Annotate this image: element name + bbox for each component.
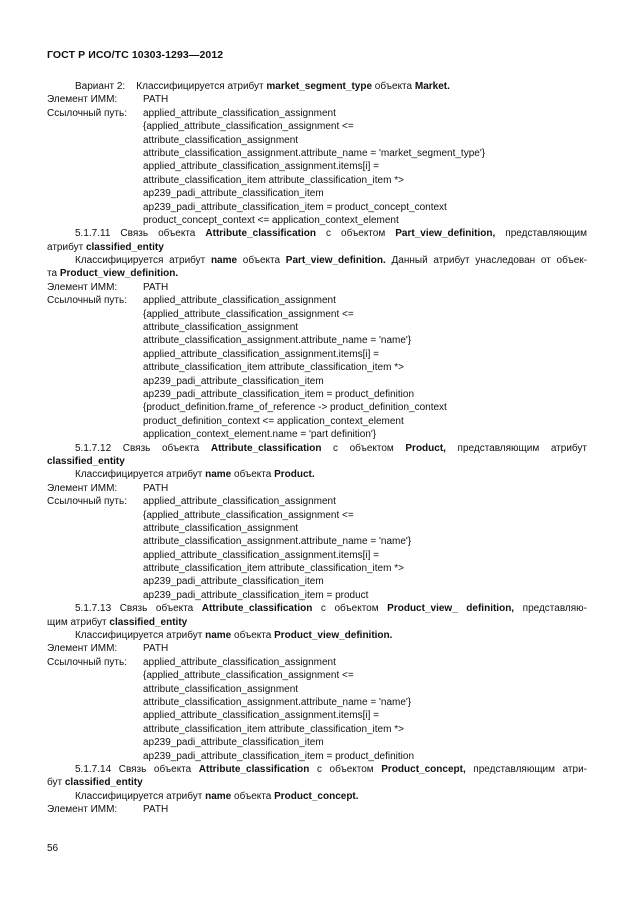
path-label: Ссылочный путь: [47,656,127,668]
path-text: attribute_classification_assignment [143,522,299,534]
element-label: Элемент ИММ: [47,94,118,106]
path-text: ap239_padi_attribute_classification_item [143,737,324,749]
path-text: product_definition_context <= application_context_element [143,415,404,427]
path-line [47,495,587,508]
text: 5.1.7.12 Связь объекта [75,442,211,454]
path-text: applied_attribute_classification_assignment.items[i] = [143,348,379,360]
path-line [47,214,587,227]
path-text: applied_attribute_classification_assignment [143,656,336,668]
text: Данный атрибут унаследован от объек- [385,255,587,267]
path-text: {applied_attribute_classification_assignment <= [143,509,354,521]
bold-text: name [205,790,232,802]
path-line [47,294,587,307]
path-line [47,134,587,147]
text: Классифицируется атрибут [75,255,211,267]
text: объекта [231,630,275,642]
bold-text: Attribute_classification [205,228,316,240]
path-text: attribute_classification_item attribute_classification_item *> [143,563,404,575]
path-text: applied_attribute_classification_assignment.items[i] = [143,161,379,173]
path-line [47,709,587,722]
path-line [47,535,587,548]
bold-text: Attribute_classification [198,763,310,775]
bold-text: Part_view_definition, [395,228,496,240]
path-label: Ссылочный путь: [47,107,127,119]
classification-paragraph-cont [47,267,587,280]
path-label: Ссылочный путь: [47,496,127,508]
path-text: attribute_classification_item attribute_classification_item *> [143,723,404,735]
element-line [47,281,587,294]
path-line [47,522,587,535]
text: Классифицируется атрибут [75,630,206,642]
section-heading-cont [47,776,587,789]
bold-text: Product_view_definition. [274,630,393,642]
path-line [47,415,587,428]
path-text: applied_attribute_classification_assignment.items[i] = [143,549,379,561]
path-text: applied_attribute_classification_assignment.items[i] = [143,710,379,722]
path-line [47,174,587,187]
text: 5.1.7.13 Связь объекта [75,603,202,615]
path-text: attribute_classification_item attribute_classification_item *> [143,362,404,374]
variant-2-paragraph [47,80,587,93]
path-line [47,669,587,682]
text: объекта [372,81,415,92]
text: с объектом [321,442,406,454]
bold-text: market_segment_type [266,81,373,92]
path-text: ap239_padi_attribute_classification_item [143,576,324,588]
bold-text: Product_concept. [274,790,359,802]
variant-label: Вариант 2: [75,81,126,92]
text: щим атрибут [47,616,110,628]
element-label: Элемент ИММ: [47,643,118,655]
bold-text: Product_view_definition. [59,268,179,280]
path-line [47,683,587,696]
path-line [47,375,587,388]
page-number: 56 [47,843,59,854]
text: представляющим атрибут [445,442,587,454]
text: с объектом [312,603,388,615]
document-body [47,80,587,816]
path-text: ap239_padi_attribute_classification_item = product [143,589,369,601]
path-text: applied_attribute_classification_assignment [143,496,336,508]
element-line [47,93,587,106]
text: объекта [231,469,275,481]
path-line [47,147,587,160]
path-text: attribute_classification_assignment.attribute_name = 'market_segment_type'} [143,147,486,159]
text: представляю- [514,603,587,615]
text: Классифицируется атрибут [136,81,267,92]
bold-text: Part_view_definition. [285,255,386,267]
path-line [47,308,587,321]
classification-paragraph [47,629,587,642]
bold-text: Market. [414,81,450,92]
path-line [47,696,587,709]
classification-paragraph [47,254,587,267]
text: с объектом [309,763,382,775]
path-text: ap239_padi_attribute_classification_item = product_definition [143,750,415,762]
path-line [47,160,587,173]
classification-paragraph [47,468,587,481]
path-line [47,187,587,200]
path-line [47,549,587,562]
path-text: product_concept_context <= application_context_element [143,214,399,226]
path-line [47,428,587,441]
element-line [47,803,587,816]
text: Классифицируется атрибут [75,469,206,481]
section-heading-5-1-7-12 [47,442,587,455]
text: бут [47,777,65,789]
bold-text: name [205,469,232,481]
element-value: PATH [143,804,169,816]
element-value: PATH [143,643,169,655]
path-text: ap239_padi_attribute_classification_item [143,375,324,387]
element-label: Элемент ИММ: [47,804,118,816]
path-line [47,388,587,401]
path-line [47,401,587,414]
element-value: PATH [143,94,169,106]
section-heading-5-1-7-14 [47,763,587,776]
element-line [47,482,587,495]
text: представляющим атри- [465,763,587,775]
path-text: attribute_classification_assignment.attribute_name = 'name'} [143,696,412,708]
bold-text: Product_view_ definition, [387,603,515,615]
element-label: Элемент ИММ: [47,281,118,293]
section-heading-5-1-7-13 [47,602,587,615]
section-heading-cont [47,616,587,629]
path-line [47,348,587,361]
text: 5.1.7.11 Связь объекта [75,228,206,240]
path-line [47,509,587,522]
element-line [47,642,587,655]
path-text: attribute_classification_assignment.attribute_name = 'name'} [143,335,412,347]
path-text: {applied_attribute_classification_assignment <= [143,308,354,320]
path-line [47,334,587,347]
bold-text: Product, [405,442,446,454]
path-text: attribute_classification_assignment [143,683,299,695]
path-text: attribute_classification_assignment [143,134,299,146]
path-text: applied_attribute_classification_assignment [143,107,336,119]
bold-text: name [205,630,232,642]
bold-text: classified_entity [47,455,125,467]
text: объекта [231,790,275,802]
text: объекта [237,255,286,267]
path-line [47,575,587,588]
path-text: {applied_attribute_classification_assignment <= [143,670,354,682]
path-line [47,120,587,133]
section-heading-cont [47,455,587,468]
text: представляющим [495,228,587,240]
path-line [47,750,587,763]
text: Классифицируется атрибут [75,790,206,802]
path-text: {applied_attribute_classification_assignment <= [143,121,354,133]
path-line [47,107,587,120]
path-text: attribute_classification_assignment [143,322,299,334]
path-text: {product_definition.frame_of_reference -> product_definition_context [143,402,447,414]
element-label: Элемент ИММ: [47,482,118,494]
path-text: applied_attribute_classification_assignment [143,295,336,307]
text: 5.1.7.14 Связь объекта [75,763,199,775]
path-line [47,361,587,374]
path-line [47,736,587,749]
classification-paragraph [47,790,587,803]
path-line [47,723,587,736]
element-value: PATH [143,482,169,494]
bold-text: classified_entity [64,777,143,789]
section-heading-5-1-7-11 [47,227,587,240]
path-text: ap239_padi_attribute_classification_item [143,188,324,200]
bold-text: Attribute_classification [210,442,322,454]
path-line [47,589,587,602]
bold-text: Attribute_classification [201,603,313,615]
text: с объектом [316,228,396,240]
bold-text: name [210,255,238,267]
document-header: ГОСТ Р ИСО/ТС 10303-1293—2012 [47,49,224,61]
bold-text: Product. [274,469,315,481]
path-text: ap239_padi_attribute_classification_item = product_concept_context [143,201,447,213]
text: та [47,268,60,280]
path-text: attribute_classification_assignment.attribute_name = 'name'} [143,536,412,548]
bold-text: classified_entity [85,241,164,253]
section-heading-cont [47,241,587,254]
path-label: Ссылочный путь: [47,295,127,307]
element-value: PATH [143,281,169,293]
bold-text: classified_entity [109,616,188,628]
path-line [47,656,587,669]
text: атрибут [47,241,86,253]
path-line [47,562,587,575]
path-text: application_context_element.name = 'part definition'} [143,429,377,441]
bold-text: Product_concept, [381,763,466,775]
path-line [47,321,587,334]
path-line [47,201,587,214]
path-text: attribute_classification_item attribute_classification_item *> [143,174,404,186]
path-text: ap239_padi_attribute_classification_item = product_definition [143,388,415,400]
